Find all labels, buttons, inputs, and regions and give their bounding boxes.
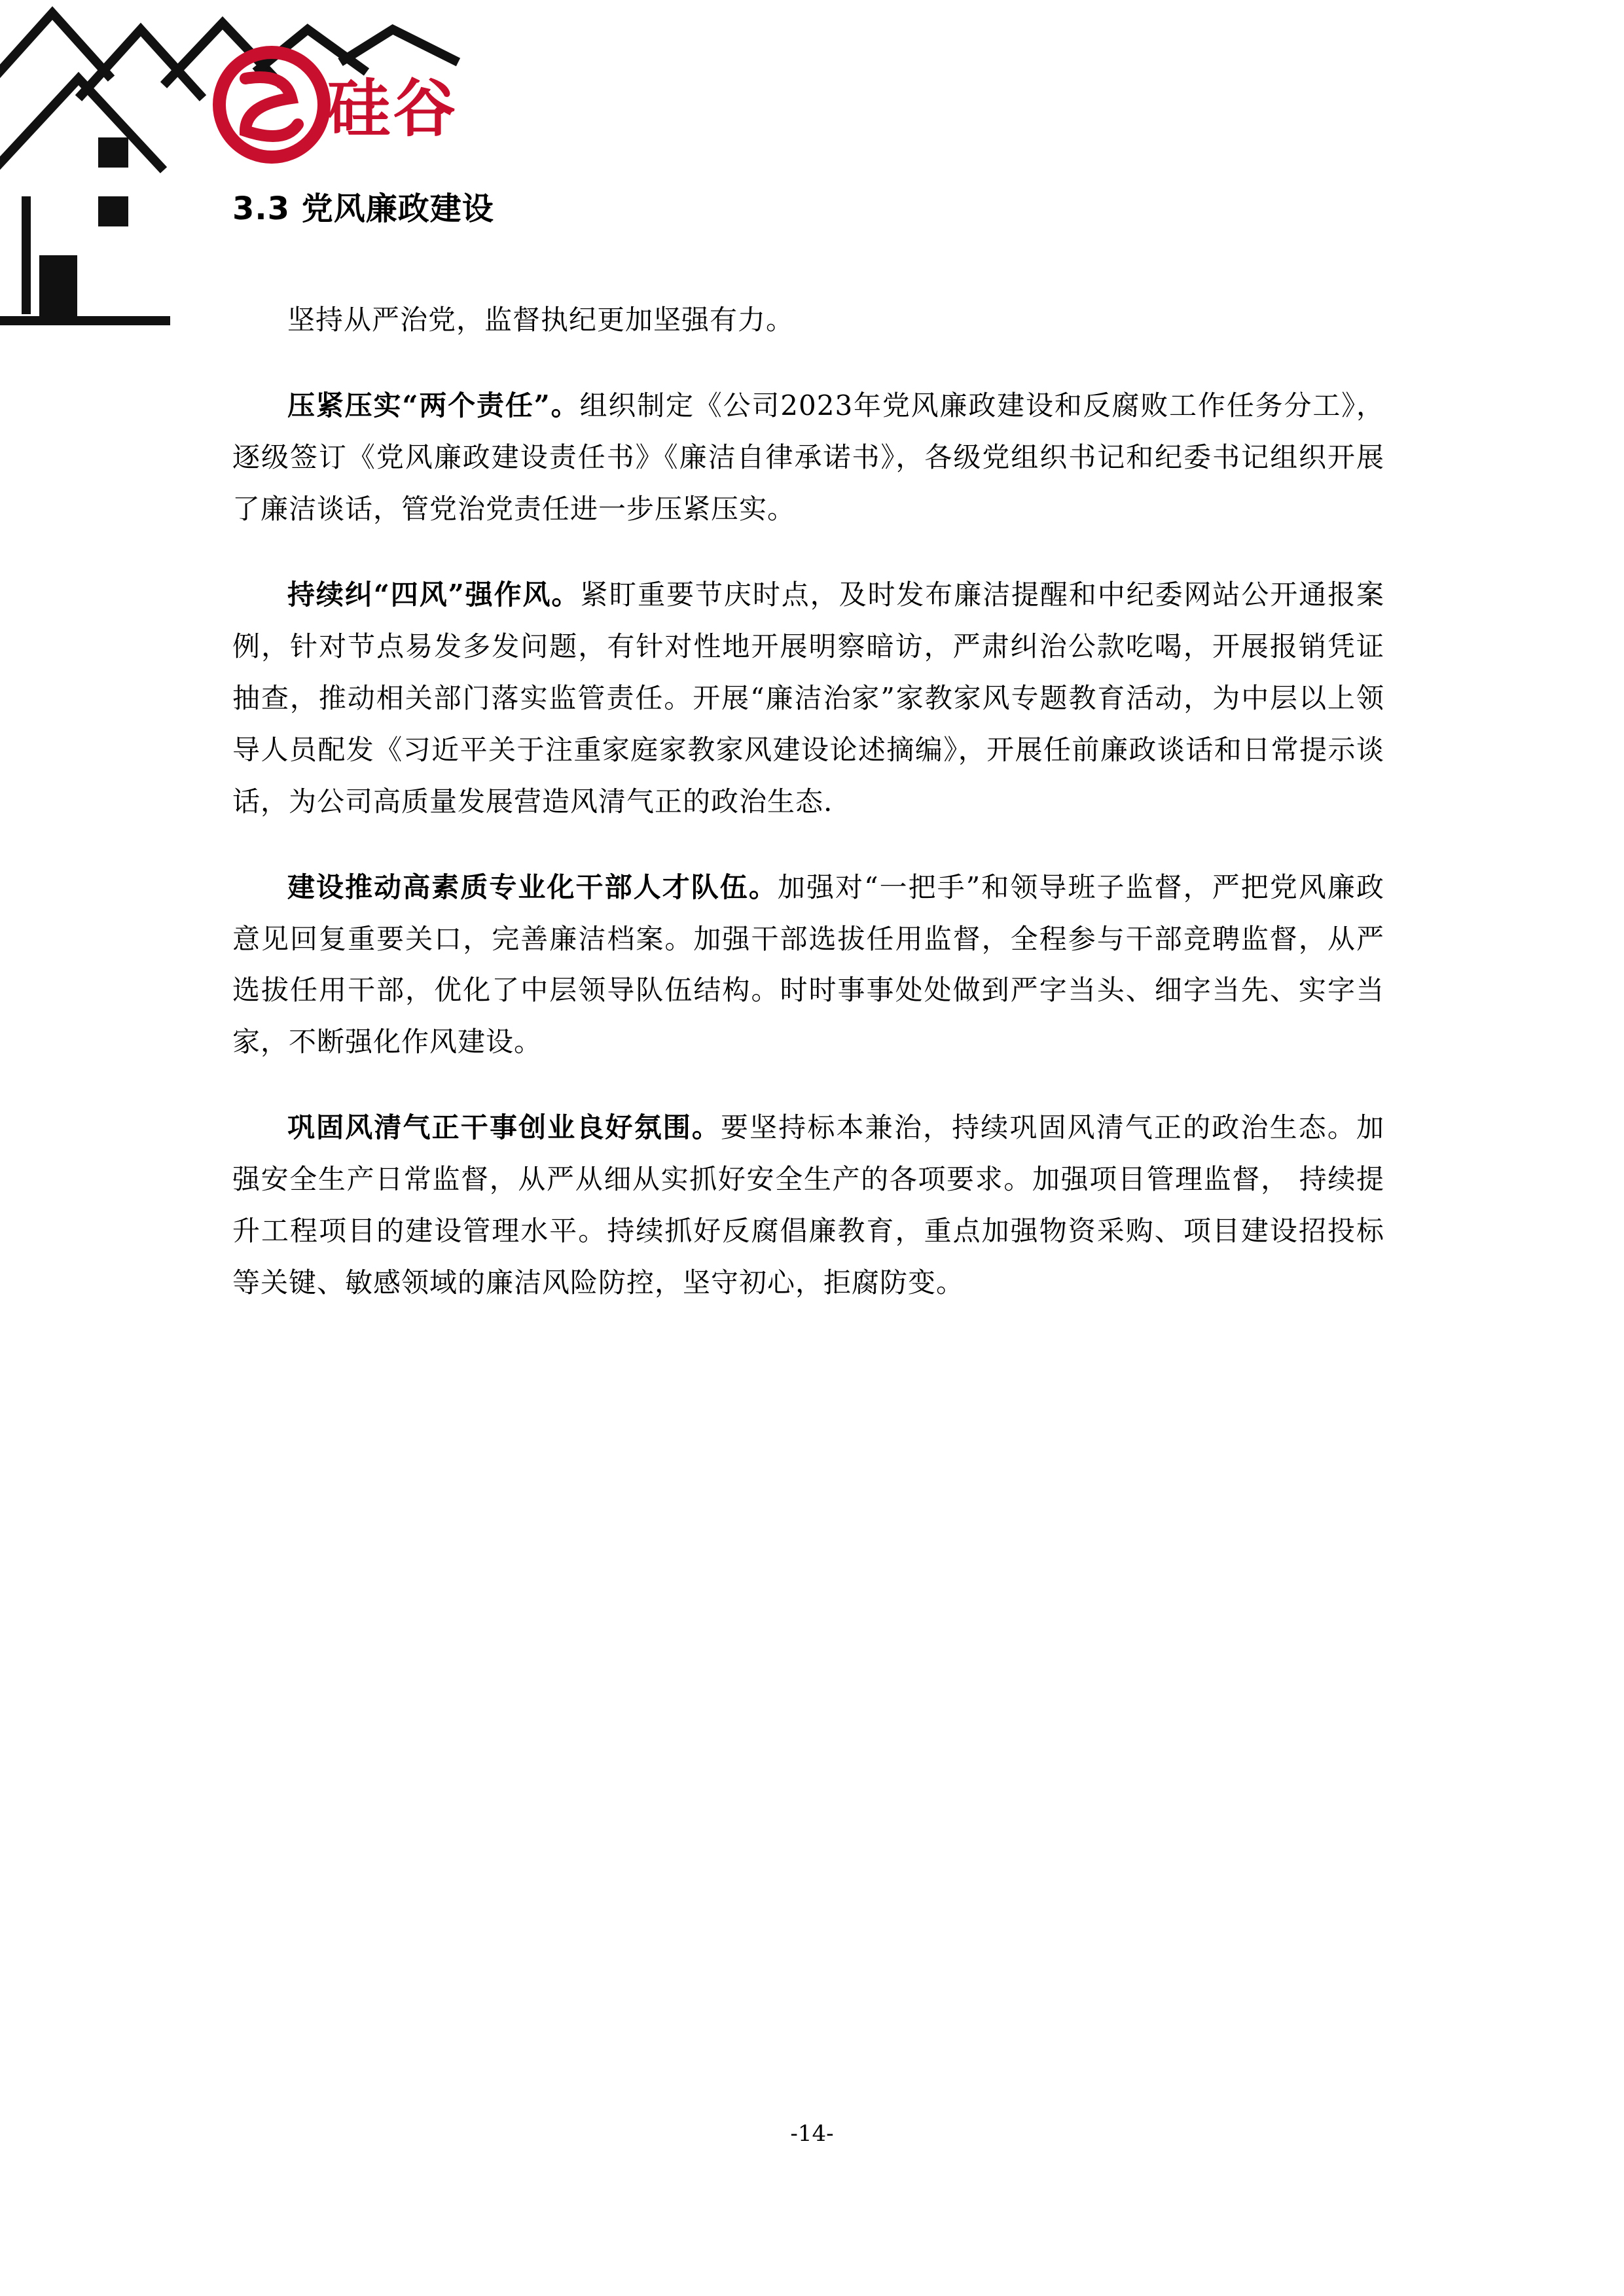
paragraph-lead: 持续纠“四风”强作风。 [287,578,581,611]
paragraph-4 [232,862,1384,1069]
paragraph-lead: 建设推动高素质专业化干部人才队伍。 [287,870,778,903]
paragraph-text: 要坚持标本兼治，持续巩固风清气正的政治生态。加强安全生产日常监督，从严从细从实抓好安全生产的各项要求。加强项目管理监督， 持续提升工程项目的建设管理水平。持续抓好反腐倡廉教育，重点加强物资采购、项目建设招投标等关键、敏感领域的廉洁风险防控，坚守初心，拒腐防变。 [232,1111,1384,1299]
paragraph-3 [232,569,1384,828]
document-body [232,295,1384,1309]
paragraph-text: 组织制定《公司2023年党风廉政建设和反腐败工作任务分工》，逐级签订《党风廉政建设责任书》《廉洁自律承诺书》，各级党组织书记和纪委书记组织开展了廉洁谈话，管党治党责任进一步压紧压实。 [232,389,1384,525]
paragraph-text: 坚持从严治党，监督执纪更加坚强有力。 [287,304,795,336]
logo-brand-text: 硅谷 [327,72,458,145]
paragraph-2 [232,380,1384,535]
page-title: 3.3 党风廉政建设 [232,190,494,227]
paragraph-text: 紧盯重要节庆时点，及时发布廉洁提醒和中纪委网站公开通报案例，针对节点易发多发问题，有针对性地开展明察暗访，严肃纠治公款吃喝，开展报销凭证抽查，推动相关部门落实监管责任。开展“廉洁治家”家教家风专题教育活动，为中层以上领导人员配发《习近平关于注重家庭家教家风建设论述摘编》，开展任前廉政谈话和日常提示谈话，为公司高质量发展营造风清气正的政治生态. [232,578,1384,817]
paragraph-text: 加强对“一把手”和领导班子监督，严把党风廉政意见回复重要关口，完善廉洁档案。加强干部选拔任用监督，全程参与干部竞聘监督，从严选拔任用干部，优化了中层领导队伍结构。时时事事处处做到严字当头、细字当先、实字当家，不断强化作风建设。 [232,870,1384,1058]
paragraph-5 [232,1102,1384,1309]
page-number: -14- [790,2121,834,2147]
paragraph-1 [232,295,1384,346]
paragraph-lead: 巩固风清气正干事创业良好氛围。 [287,1111,721,1144]
paragraph-lead: 压紧压实“两个责任”。 [287,389,580,422]
